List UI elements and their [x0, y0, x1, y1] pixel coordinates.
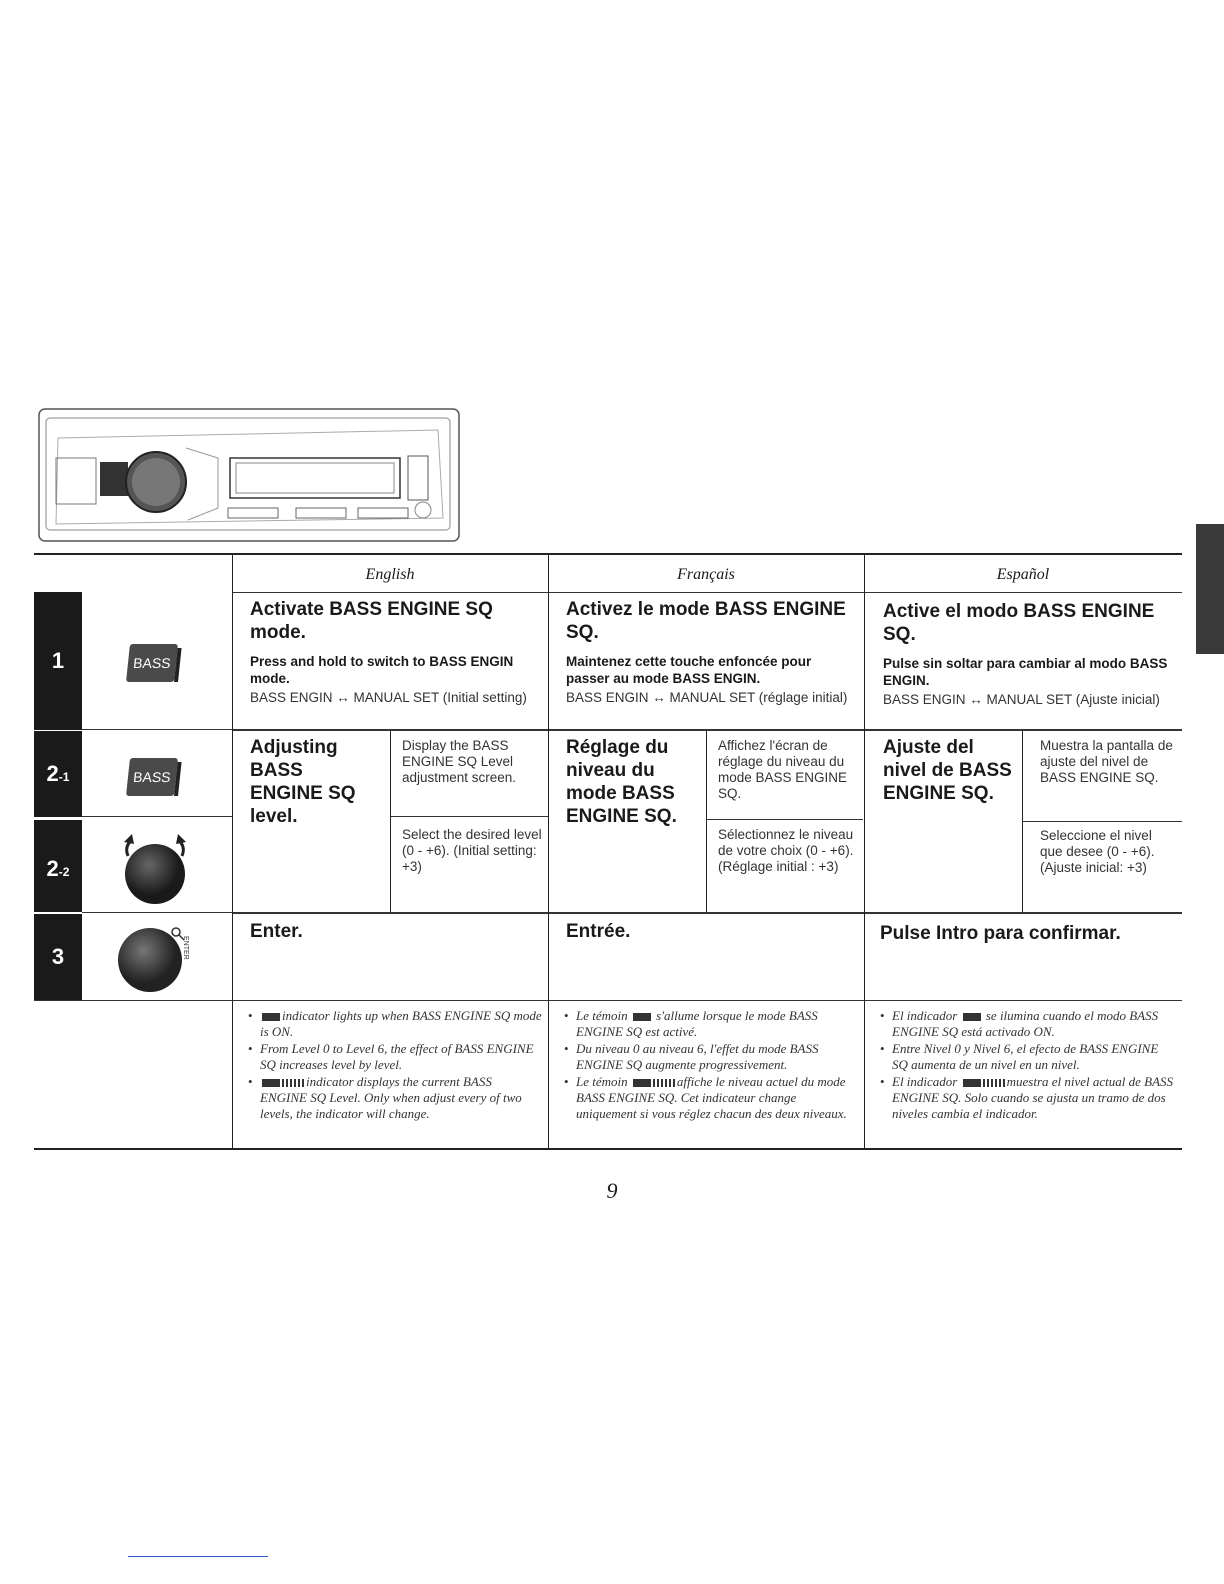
en-note-1: • indicator lights up when BASS ENGINE SQ mode is ON.: [246, 1008, 542, 1040]
es-note-1: • El indicador se ilumina cuando el modo BASS ENGINE SQ está activado ON.: [878, 1008, 1176, 1040]
footer-link-line: [128, 1556, 268, 1557]
side-tab-marker: [1196, 524, 1224, 654]
es-step22-text: Seleccione el nivel que desee (0 - +6). (Ajuste inicial: +3): [1040, 828, 1155, 875]
level-bar-icon: [282, 1079, 304, 1087]
fr-step1-modes: BASS ENGIN ↔ MANUAL SET (réglage initial): [566, 690, 848, 705]
row21-rule-left: [82, 816, 232, 817]
header-english: English: [365, 566, 415, 583]
indicator-icon: [963, 1013, 981, 1021]
row2-rule-left: [82, 912, 232, 913]
en-step1-title: Activate BASS ENGINE SQ mode.: [250, 599, 493, 643]
es-note-2: • Entre Nivel 0 y Nivel 6, el efecto de BASS ENGINE SQ aumenta de un nivel en un nivel.: [878, 1041, 1176, 1073]
es-step1-title: Active el modo BASS ENGINE SQ.: [883, 601, 1155, 645]
row21-rule-fr: [706, 819, 863, 820]
fr-step3-title: Entrée.: [566, 921, 631, 942]
indicator-icon: [633, 1013, 651, 1021]
fr-note-1: • Le témoin s'allume lorsque le mode BASS ENGINE SQ est activé.: [562, 1008, 858, 1040]
es-note-3: • El indicador muestra el nivel actual de BASS ENGINE SQ. Solo cuando se ajusta un tramo de dos niveles cambia el indicador.: [878, 1074, 1176, 1122]
fr-step1-title: Activez le mode BASS ENGINE SQ.: [566, 599, 846, 643]
fr-step1-instruction: Maintenez cette touche enfoncée pour passer au mode BASS ENGIN.: [566, 654, 812, 686]
es-notes: [878, 1008, 1176, 1123]
step-1-marker: [34, 592, 82, 730]
bass-button-icon-2: BASS: [126, 758, 178, 796]
step-3-number: 3: [51, 944, 65, 969]
fr-note-2: • Du niveau 0 au niveau 6, l'effet du mode BASS ENGINE SQ augmente progressivement.: [562, 1041, 858, 1073]
es-step1-modes: BASS ENGIN ↔ MANUAL SET (Ajuste inicial): [883, 692, 1160, 707]
es-step21-text: Muestra la pantalla de ajuste del nivel de BASS ENGINE SQ.: [1040, 738, 1173, 785]
step-1-number: 1: [51, 648, 65, 673]
level-bar-icon: [983, 1079, 1005, 1087]
es-step1-instruction: Pulse sin soltar para cambiar al modo BASS ENGIN.: [883, 656, 1168, 688]
enter-label: ENTER: [182, 936, 189, 960]
header-rule: [232, 592, 1182, 593]
row1-rule-left: [82, 729, 232, 730]
fr-notes: [562, 1008, 858, 1123]
level-bar-icon: [653, 1079, 675, 1087]
row3-rule: [34, 1000, 1182, 1001]
en-step1-modes: BASS ENGIN ↔ MANUAL SET (Initial setting): [250, 690, 527, 705]
en-note-2: • From Level 0 to Level 6, the effect of BASS ENGINE SQ increases level by level.: [246, 1041, 542, 1073]
en-notes: [246, 1008, 542, 1123]
bass-button-icon: BASS: [126, 644, 178, 682]
col-rule-fr-sub: [706, 731, 707, 912]
step-2-2-marker: [34, 820, 82, 912]
col-rule-2: [548, 555, 549, 1149]
fr-step22-text: Sélectionnez le niveau de votre choix (0 - +6). (Réglage initial : +3): [718, 827, 854, 874]
es-step2-title: Ajuste del nivel de BASS ENGINE SQ.: [883, 737, 1012, 804]
table-top-rule: [34, 553, 1182, 555]
header-francais: Français: [677, 566, 735, 583]
header-espanol: Español: [996, 566, 1050, 583]
en-step21-text: Display the BASS ENGINE SQ Level adjustment screen.: [402, 738, 517, 785]
indicator-icon: [262, 1013, 280, 1021]
col-rule-en-sub: [390, 731, 391, 912]
en-step3-title: Enter.: [250, 921, 303, 942]
en-step22-text: Select the desired level (0 - +6). (Initial setting: +3): [402, 827, 542, 874]
en-note-3: • indicator displays the current BASS ENGINE SQ Level. Only when adjust every of two levels, the indicator will change.: [246, 1074, 542, 1122]
fr-step2-title: Réglage du niveau du mode BASS ENGINE SQ.: [566, 737, 677, 827]
col-rule-1: [232, 555, 233, 1149]
table-bottom-rule: [34, 1148, 1182, 1150]
step-2-2-number: 2-2: [46, 856, 70, 881]
es-step3-title: Pulse Intro para confirmar.: [880, 923, 1121, 944]
row21-rule-en: [390, 816, 548, 817]
indicator-icon: [262, 1079, 280, 1087]
en-step1-instruction: Press and hold to switch to BASS ENGIN mode.: [250, 654, 514, 686]
fr-step21-text: Affichez l'écran de réglage du niveau du mode BASS ENGINE SQ.: [718, 738, 848, 801]
page-number: 9: [606, 1178, 618, 1203]
car-stereo-illustration: [38, 408, 460, 542]
en-step2-title: Adjusting BASS ENGINE SQ level.: [250, 737, 356, 827]
indicator-icon: [963, 1079, 981, 1087]
step-2-1-number: 2-1: [46, 761, 70, 786]
indicator-icon: [633, 1079, 651, 1087]
step-3-marker: [34, 914, 82, 1000]
col-rule-3: [864, 555, 865, 1149]
fr-note-3: • Le témoin affiche le niveau actuel du mode BASS ENGINE SQ. Cet indicateur change uniquement si vous réglez chacun des deux niveaux.: [562, 1074, 858, 1122]
row2-rule: [232, 912, 1182, 914]
step-2-1-marker: [34, 731, 82, 817]
rotary-knob-icon: [112, 830, 198, 906]
col-rule-es-sub: [1022, 731, 1023, 912]
row1-rule: [232, 729, 1182, 731]
enter-knob-icon: [114, 920, 204, 996]
row21-rule-es: [1022, 821, 1182, 822]
